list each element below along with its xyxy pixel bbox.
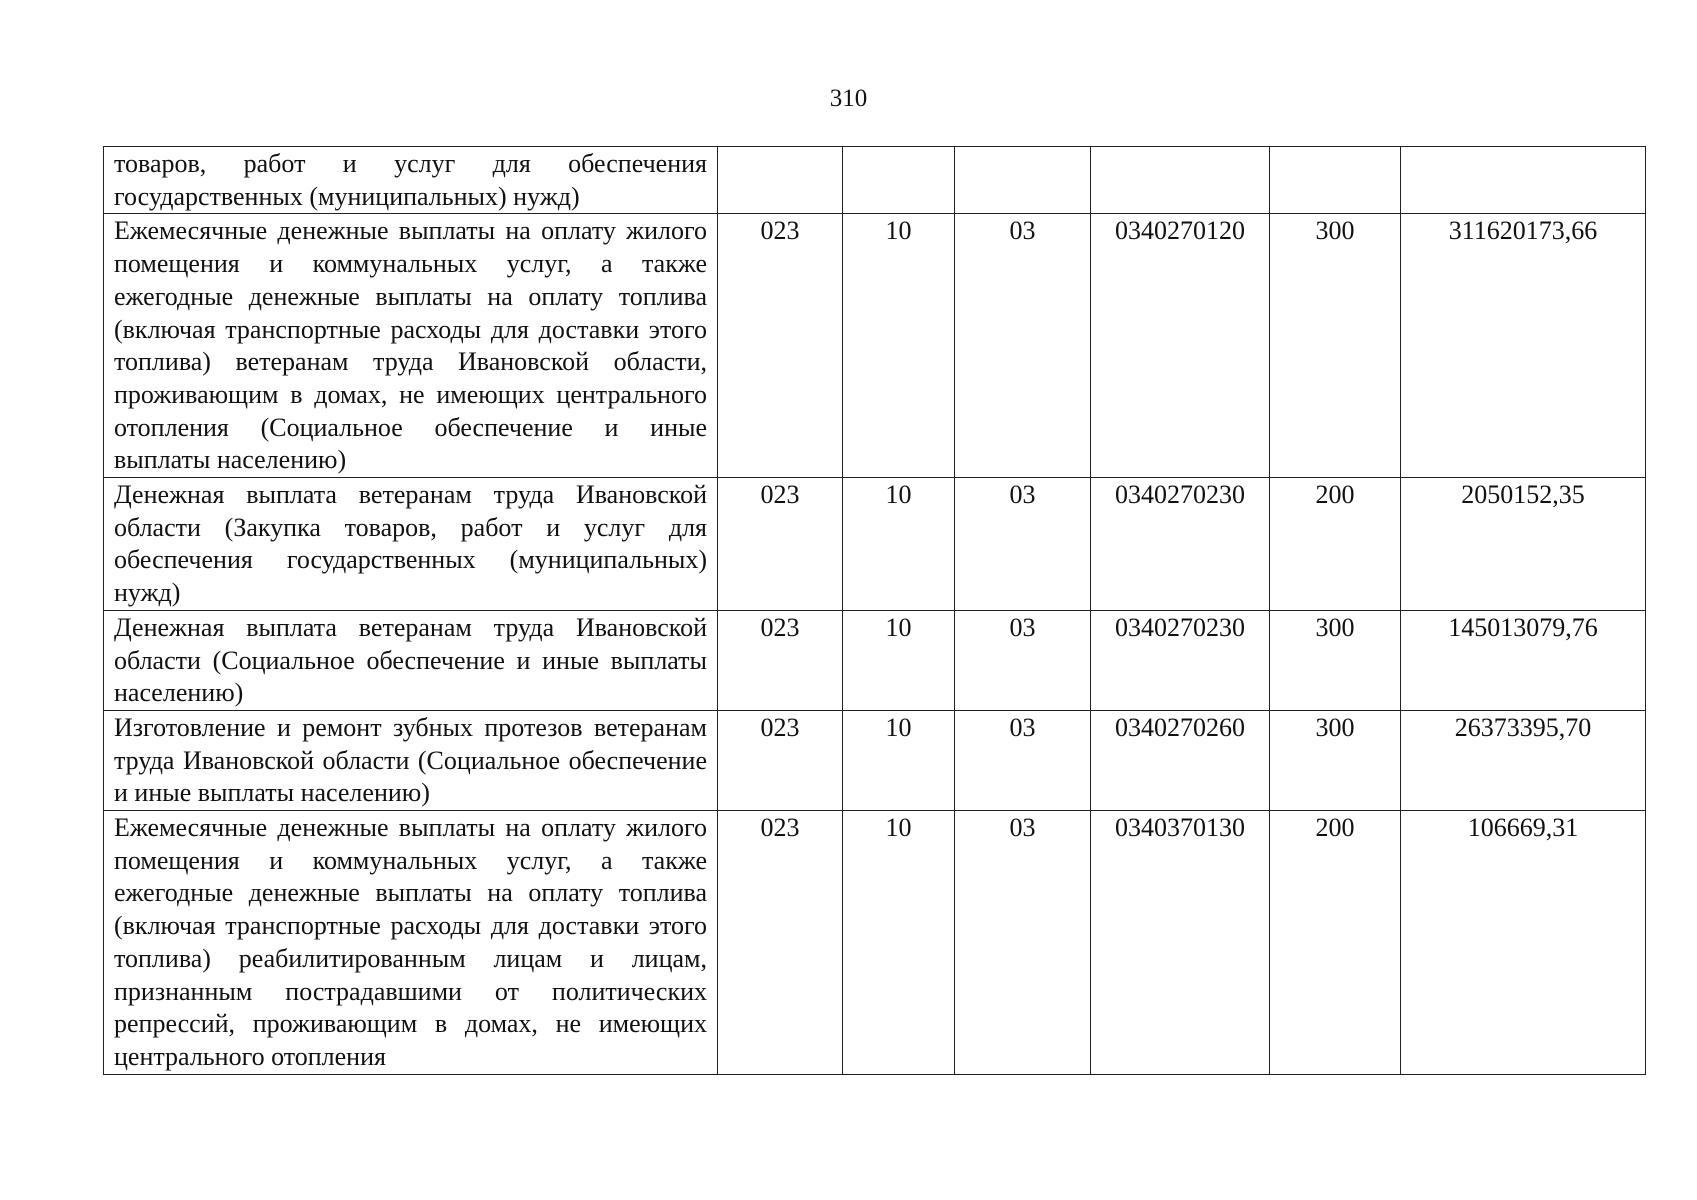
table-row <box>104 710 1646 810</box>
row-target-article: 0340270230 <box>1091 610 1270 710</box>
row-description: Денежная выплата ветеранам труда Ивановской области (Социальное обеспечение и иные выплаты населению) <box>104 610 718 710</box>
budget-table <box>103 146 1646 1075</box>
row-target-article <box>1091 147 1270 214</box>
table-row <box>104 214 1646 478</box>
row-grbs: 023 <box>718 710 843 810</box>
row-expense-type: 300 <box>1270 214 1401 478</box>
row-podrazdel <box>955 147 1091 214</box>
row-sum: 106669,31 <box>1401 811 1646 1075</box>
table-row <box>104 610 1646 710</box>
row-description: Ежемесячные денежные выплаты на оплату жилого помещения и коммунальных услуг, а также ежегодные денежные выплаты на оплату топлива (включая транспортные расходы для доставки этого топлива) реабилитированным лицам и лицам, признанным пострадавшими от политических репрессий, проживающим в домах, не имеющих центрального отопления <box>104 811 718 1075</box>
row-description: Денежная выплата ветеранам труда Ивановской области (Закупка товаров, работ и услуг для обеспечения государственных (муниципальных) нужд) <box>104 478 718 611</box>
row-grbs: 023 <box>718 610 843 710</box>
table-row <box>104 478 1646 611</box>
row-razdel: 10 <box>843 214 955 478</box>
row-sum: 311620173,66 <box>1401 214 1646 478</box>
row-razdel <box>843 147 955 214</box>
row-expense-type: 300 <box>1270 610 1401 710</box>
page-number: 310 <box>829 85 868 112</box>
row-description: товаров, работ и услуг для обеспечения государственных (муниципальных) нужд) <box>104 147 718 214</box>
row-podrazdel: 03 <box>955 710 1091 810</box>
row-sum: 145013079,76 <box>1401 610 1646 710</box>
row-expense-type: 200 <box>1270 811 1401 1075</box>
row-podrazdel: 03 <box>955 478 1091 611</box>
row-expense-type: 200 <box>1270 478 1401 611</box>
row-podrazdel: 03 <box>955 214 1091 478</box>
row-description: Ежемесячные денежные выплаты на оплату жилого помещения и коммунальных услуг, а также ежегодные денежные выплаты на оплату топлива (включая транспортные расходы для доставки этого топлива) ветеранам труда Ивановской области, проживающим в домах, не имеющих центрального отопления (Социальное обеспечение и иные выплаты населению) <box>104 214 718 478</box>
row-target-article: 0340370130 <box>1091 811 1270 1075</box>
row-grbs: 023 <box>718 214 843 478</box>
row-podrazdel: 03 <box>955 811 1091 1075</box>
row-grbs: 023 <box>718 811 843 1075</box>
row-podrazdel: 03 <box>955 610 1091 710</box>
row-expense-type: 300 <box>1270 710 1401 810</box>
row-target-article: 0340270230 <box>1091 478 1270 611</box>
table-row <box>104 147 1646 214</box>
row-grbs: 023 <box>718 478 843 611</box>
row-sum: 2050152,35 <box>1401 478 1646 611</box>
row-expense-type <box>1270 147 1401 214</box>
row-target-article: 0340270120 <box>1091 214 1270 478</box>
row-grbs <box>718 147 843 214</box>
row-sum <box>1401 147 1646 214</box>
row-razdel: 10 <box>843 478 955 611</box>
row-description: Изготовление и ремонт зубных протезов ветеранам труда Ивановской области (Социальное обеспечение и иные выплаты населению) <box>104 710 718 810</box>
row-razdel: 10 <box>843 710 955 810</box>
table-row <box>104 811 1646 1075</box>
row-target-article: 0340270260 <box>1091 710 1270 810</box>
row-razdel: 10 <box>843 811 955 1075</box>
row-sum: 26373395,70 <box>1401 710 1646 810</box>
row-razdel: 10 <box>843 610 955 710</box>
